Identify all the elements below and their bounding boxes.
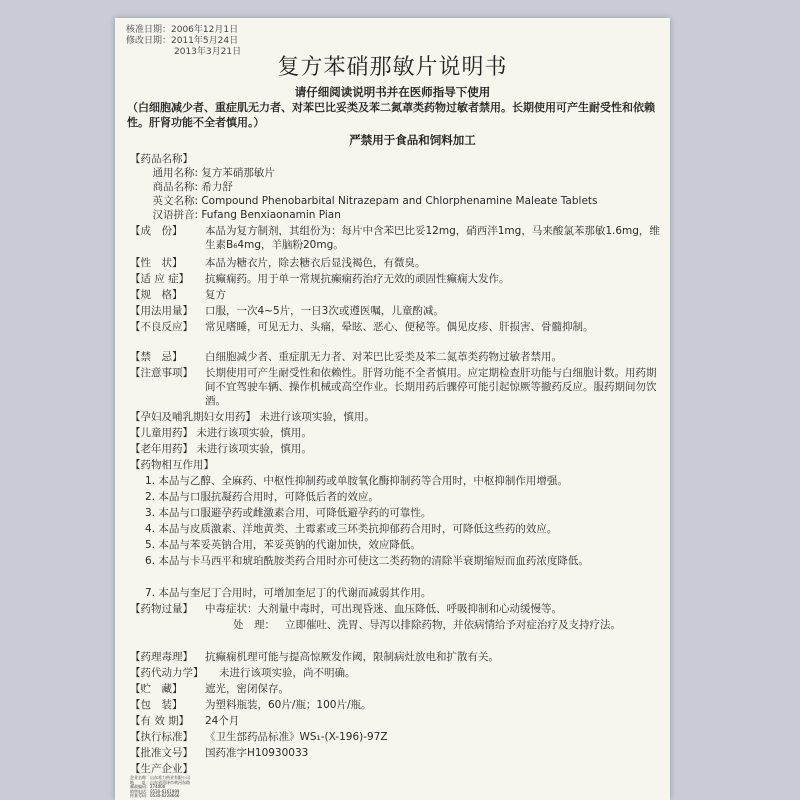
character-value: 本品为糖衣片，除去糖衣后显浅褐色，有微臭。 bbox=[205, 257, 426, 269]
pinyin-value: Fufang Benxiaonamin Pian bbox=[201, 209, 341, 221]
contraindication-label: 【禁 忌】 bbox=[130, 351, 183, 363]
elderly-row bbox=[130, 442, 312, 456]
read-instructions-notice: 请仔细阅读说明书并在医师指导下使用 bbox=[294, 85, 491, 99]
contraindication-value: 白细胞减少者、重症肌无力者、对苯巴比妥类及苯二氮䓬类药物过敏者禁用。 bbox=[205, 351, 562, 363]
trade-name-label: 商品名称: bbox=[152, 181, 198, 193]
spec-value: 复方 bbox=[205, 289, 226, 301]
standard-label: 【执行标准】 bbox=[130, 731, 193, 743]
dosage-value: 口服，一次4~5片，一日3次或遵医嘱，儿童酌减。 bbox=[205, 305, 444, 317]
composition-label: 【成 份】 bbox=[130, 225, 183, 237]
storage-label: 【贮 藏】 bbox=[130, 683, 183, 695]
manufacturer-name-label: 企业名称： bbox=[130, 775, 150, 780]
interaction-item: 4. 本品与皮质激素、洋地黄类、土霉素或三环类抗抑郁药合用时，可降低这些药的效应。 bbox=[145, 523, 558, 535]
storage-value: 遮光，密闭保存。 bbox=[205, 683, 289, 695]
elderly-value: 未进行该项实验，慎用。 bbox=[196, 443, 312, 455]
revision-date-2: 2013年3月21日 bbox=[174, 47, 242, 57]
adverse-label: 【不良反应】 bbox=[130, 321, 193, 333]
package-value: 为塑料瓶装，60片/瓶；100片/瓶。 bbox=[205, 699, 372, 711]
pharmacokinetics-label: 【药代动力学】 bbox=[130, 667, 204, 679]
manufacturer-fax-row bbox=[130, 794, 179, 799]
spec-label: 【规 格】 bbox=[130, 289, 183, 301]
manufacturer-fax-value: 0530-6228666 bbox=[150, 793, 180, 798]
approval-value: 国药准字H10930033 bbox=[205, 747, 309, 759]
dosage-label: 【用法用量】 bbox=[130, 305, 193, 317]
english-name-value: Compound Phenobarbital Nitrazepam and Chlorphenamine Maleate Tablets bbox=[201, 195, 598, 207]
manufacturer-address-label: 地 址： bbox=[130, 779, 150, 785]
pinyin-row bbox=[130, 208, 341, 222]
children-value: 未进行该项实验，慎用。 bbox=[196, 427, 312, 439]
caution-label: 【注意事项】 bbox=[130, 367, 193, 379]
drug-name-header: 【药品名称】 bbox=[130, 153, 193, 165]
pregnancy-row bbox=[130, 410, 375, 424]
contraindication-warning: （白细胞减少者、重症肌无力者、对苯巴比妥类及苯二氮䓬类药物过敏者禁用。长期使用可产生耐受性和依赖性。肝肾功能不全者慎用。） bbox=[127, 101, 655, 129]
overdose-label: 【药物过量】 bbox=[130, 603, 193, 615]
revision-date-1: 修改日期：2011年5月24日 bbox=[126, 36, 239, 46]
composition-value: 本品为复方制剂，其组份为：每片中含苯巴比妥12mg，硝西泮1mg，马来酸氯苯那敏1.6mg，维生素B₆4mg，羊脑粉20mg。 bbox=[205, 225, 660, 251]
indication-value: 抗癫痫药。用于单一常规抗癫痫药治疗无效的顽固性癫痫大发作。 bbox=[205, 273, 510, 285]
approval-label: 【批准文号】 bbox=[130, 747, 193, 759]
package-insert-sheet bbox=[115, 18, 670, 800]
package-label: 【包 装】 bbox=[130, 699, 183, 711]
interaction-item: 2. 本品与口服抗凝药合用时，可降低后者的效应。 bbox=[145, 491, 379, 503]
indication-label: 【适 应 症】 bbox=[130, 273, 190, 285]
manufacturer-zip-value: 274000 bbox=[150, 784, 166, 789]
approval-date: 核准日期：2006年12月1日 bbox=[126, 25, 239, 35]
interaction-label: 【药物相互作用】 bbox=[130, 459, 214, 471]
pregnancy-value: 未进行该项实验，慎用。 bbox=[259, 411, 375, 423]
overdose-treatment: 立即催吐、洗胃、导泻以排除药物，并依病情给予对症治疗及支持疗法。 bbox=[285, 619, 621, 631]
elderly-label: 【老年用药】 bbox=[130, 443, 193, 455]
manufacturer-phone-label: 销售电话： bbox=[130, 788, 150, 794]
character-label: 【性 状】 bbox=[130, 257, 183, 269]
validity-value: 24个月 bbox=[205, 715, 240, 727]
overdose-symptom: 中毒症状：大剂量中毒时，可出现昏迷、血压降低、呼吸抑制和心动缓慢等。 bbox=[205, 603, 562, 615]
pinyin-label: 汉语拼音: bbox=[152, 209, 198, 221]
pregnancy-label: 【孕妇及哺乳期妇女用药】 bbox=[130, 411, 256, 423]
generic-name-row bbox=[130, 166, 275, 180]
interaction-item: 1. 本品与乙醇、全麻药、中枢性抑制药或单胺氧化酶抑制药等合用时，中枢抑制作用增强。 bbox=[145, 475, 568, 487]
manufacturer-name-value: 山东希力药业有限公司 bbox=[150, 775, 190, 780]
interaction-item: 7. 本品与奎尼丁合用时，可增加奎尼丁的代谢而减弱其作用。 bbox=[145, 587, 432, 599]
trade-name-value: 希力舒 bbox=[201, 181, 233, 193]
manufacturer-fax-label: 传真号码： bbox=[130, 793, 150, 798]
children-row bbox=[130, 426, 312, 440]
overdose-treatment-label: 处 理： bbox=[233, 619, 275, 631]
generic-name-value: 复方苯硝那敏片 bbox=[201, 167, 275, 179]
generic-name-label: 通用名称: bbox=[152, 167, 198, 179]
english-name-label: 英文名称: bbox=[152, 195, 198, 207]
manufacturer-zip-label: 邮政编码： bbox=[130, 784, 150, 789]
validity-label: 【有 效 期】 bbox=[130, 715, 190, 727]
manufacturer-address-value: 山东省菏泽市黄河东路 bbox=[150, 779, 190, 785]
children-label: 【儿童用药】 bbox=[130, 427, 193, 439]
interaction-item: 5. 本品与苯妥英钠合用，苯妥英钠的代谢加快，效应降低。 bbox=[145, 539, 421, 551]
toxicology-label: 【药理毒理】 bbox=[130, 651, 193, 663]
interaction-item: 6. 本品与卡马西平和琥珀酰胺类药合用时亦可使这二类药物的清除半衰期缩短而血药浓度降低。 bbox=[145, 555, 589, 567]
manufacturer-label: 【生产企业】 bbox=[130, 763, 193, 775]
toxicology-value: 抗癫痫机理可能与提高惊厥发作阈，限制病灶放电和扩散有关。 bbox=[205, 651, 499, 663]
document-title: 复方苯硝那敏片说明书 bbox=[277, 55, 508, 80]
interaction-item: 3. 本品与口服避孕药或雌激素合用，可降低避孕药的可靠性。 bbox=[145, 507, 432, 519]
caution-value: 长期使用可产生耐受性和依赖性。肝肾功能不全者慎用。应定期检查肝功能与白细胞计数。用药期间不宜驾驶车辆、操作机械或高空作业。长期用药后骤停可能引起惊厥等撤药反应。服药期间勿饮酒。 bbox=[205, 367, 657, 407]
standard-value: 《卫生部药品标准》WS₁-(X-196)-97Z bbox=[205, 731, 388, 743]
manufacturer-phone-value: 0530-6161999 bbox=[150, 788, 180, 794]
food-feed-prohibition: 严禁用于食品和饲料加工 bbox=[349, 133, 476, 147]
adverse-value: 常见嗜睡，可见无力、头痛，晕眩、恶心、便秘等。偶见皮疹、肝损害、骨髓抑制。 bbox=[205, 321, 594, 333]
pharmacokinetics-value: 未进行该项实验，尚不明确。 bbox=[219, 667, 356, 679]
english-name-row bbox=[130, 194, 598, 208]
trade-name-row bbox=[130, 180, 233, 194]
